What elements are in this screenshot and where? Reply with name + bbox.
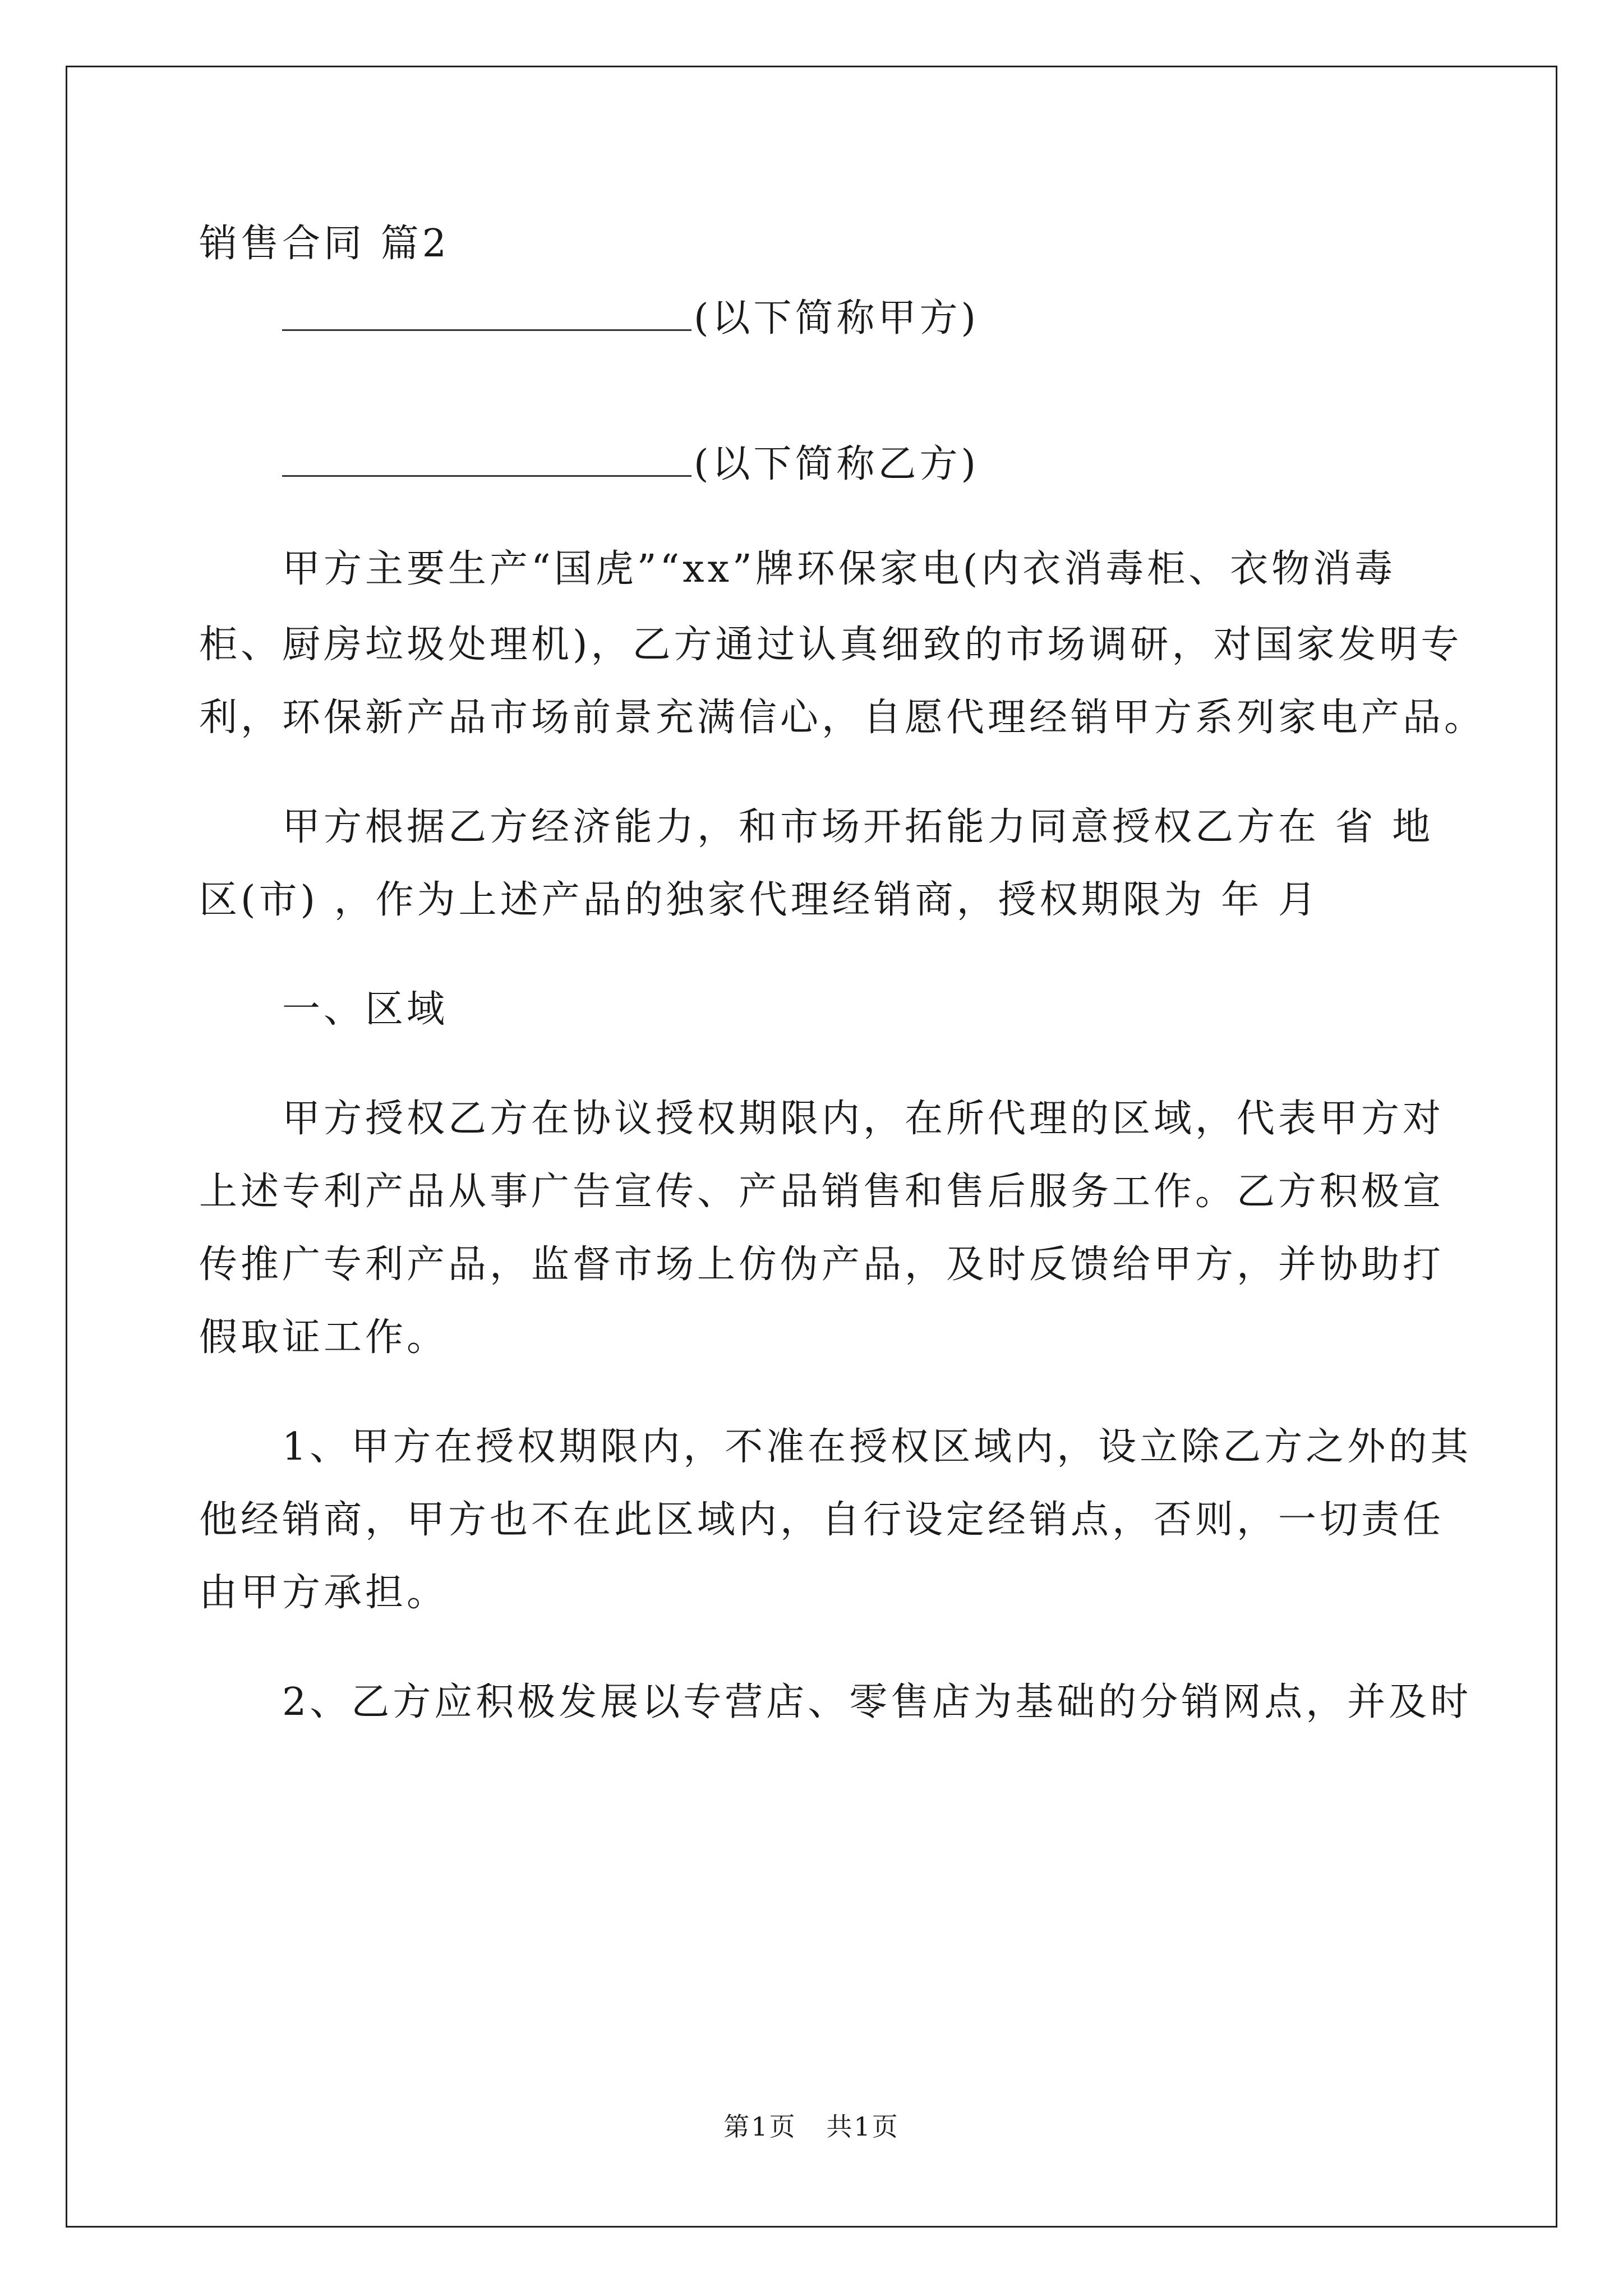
page-border — [66, 66, 1557, 2228]
document-title: 销售合同 篇2 — [199, 222, 450, 266]
page-footer: 第1页 共1页 — [723, 2111, 900, 2142]
clause-line: 由甲方承担。 — [199, 1571, 449, 1615]
clause-line: 他经销商，甲方也不在此区域内，自行设定经销点，否则，一切责任 — [199, 1498, 1445, 1542]
section-body-line: 上述专利产品从事广告宣传、产品销售和售后服务工作。乙方积极宣 — [199, 1170, 1445, 1214]
section-heading: 一、区域 — [282, 987, 449, 1032]
clause-line: 1、甲方在授权期限内，不准在授权区域内，设立除乙方之外的其 — [282, 1425, 1472, 1469]
authorization-line: 区(市) ，作为上述产品的独家代理经销商，授权期限为 年 月 — [199, 878, 1320, 922]
intro-line: 柜、厨房垃圾处理机)，乙方通过认真细致的市场调研，对国家发明专 — [199, 623, 1463, 667]
party-a-line — [282, 295, 979, 339]
intro-line: 甲方主要生产“国虎”“xx”牌环保家电(内衣消毒柜、衣物消毒 — [282, 547, 1396, 591]
party-b-line — [282, 440, 979, 485]
party-b-label: (以下简称乙方) — [694, 442, 980, 486]
section-body-line: 假取证工作。 — [199, 1315, 449, 1360]
authorization-line: 甲方根据乙方经济能力，和市场开拓能力同意授权乙方在 省 地 — [282, 805, 1434, 849]
party-a-blank — [282, 295, 691, 331]
clause-line: 2、乙方应积极发展以专营店、零售店为基础的分销网点，并及时 — [282, 1680, 1472, 1724]
section-body-line: 甲方授权乙方在协议授权期限内，在所代理的区域，代表甲方对 — [282, 1097, 1445, 1141]
party-b-blank — [282, 440, 691, 477]
party-a-label: (以下简称甲方) — [694, 296, 980, 341]
intro-line: 利，环保新产品市场前景充满信心，自愿代理经销甲方系列家电产品。 — [199, 696, 1486, 740]
section-body-line: 传推广专利产品，监督市场上仿伪产品，及时反馈给甲方，并协助打 — [199, 1243, 1445, 1287]
